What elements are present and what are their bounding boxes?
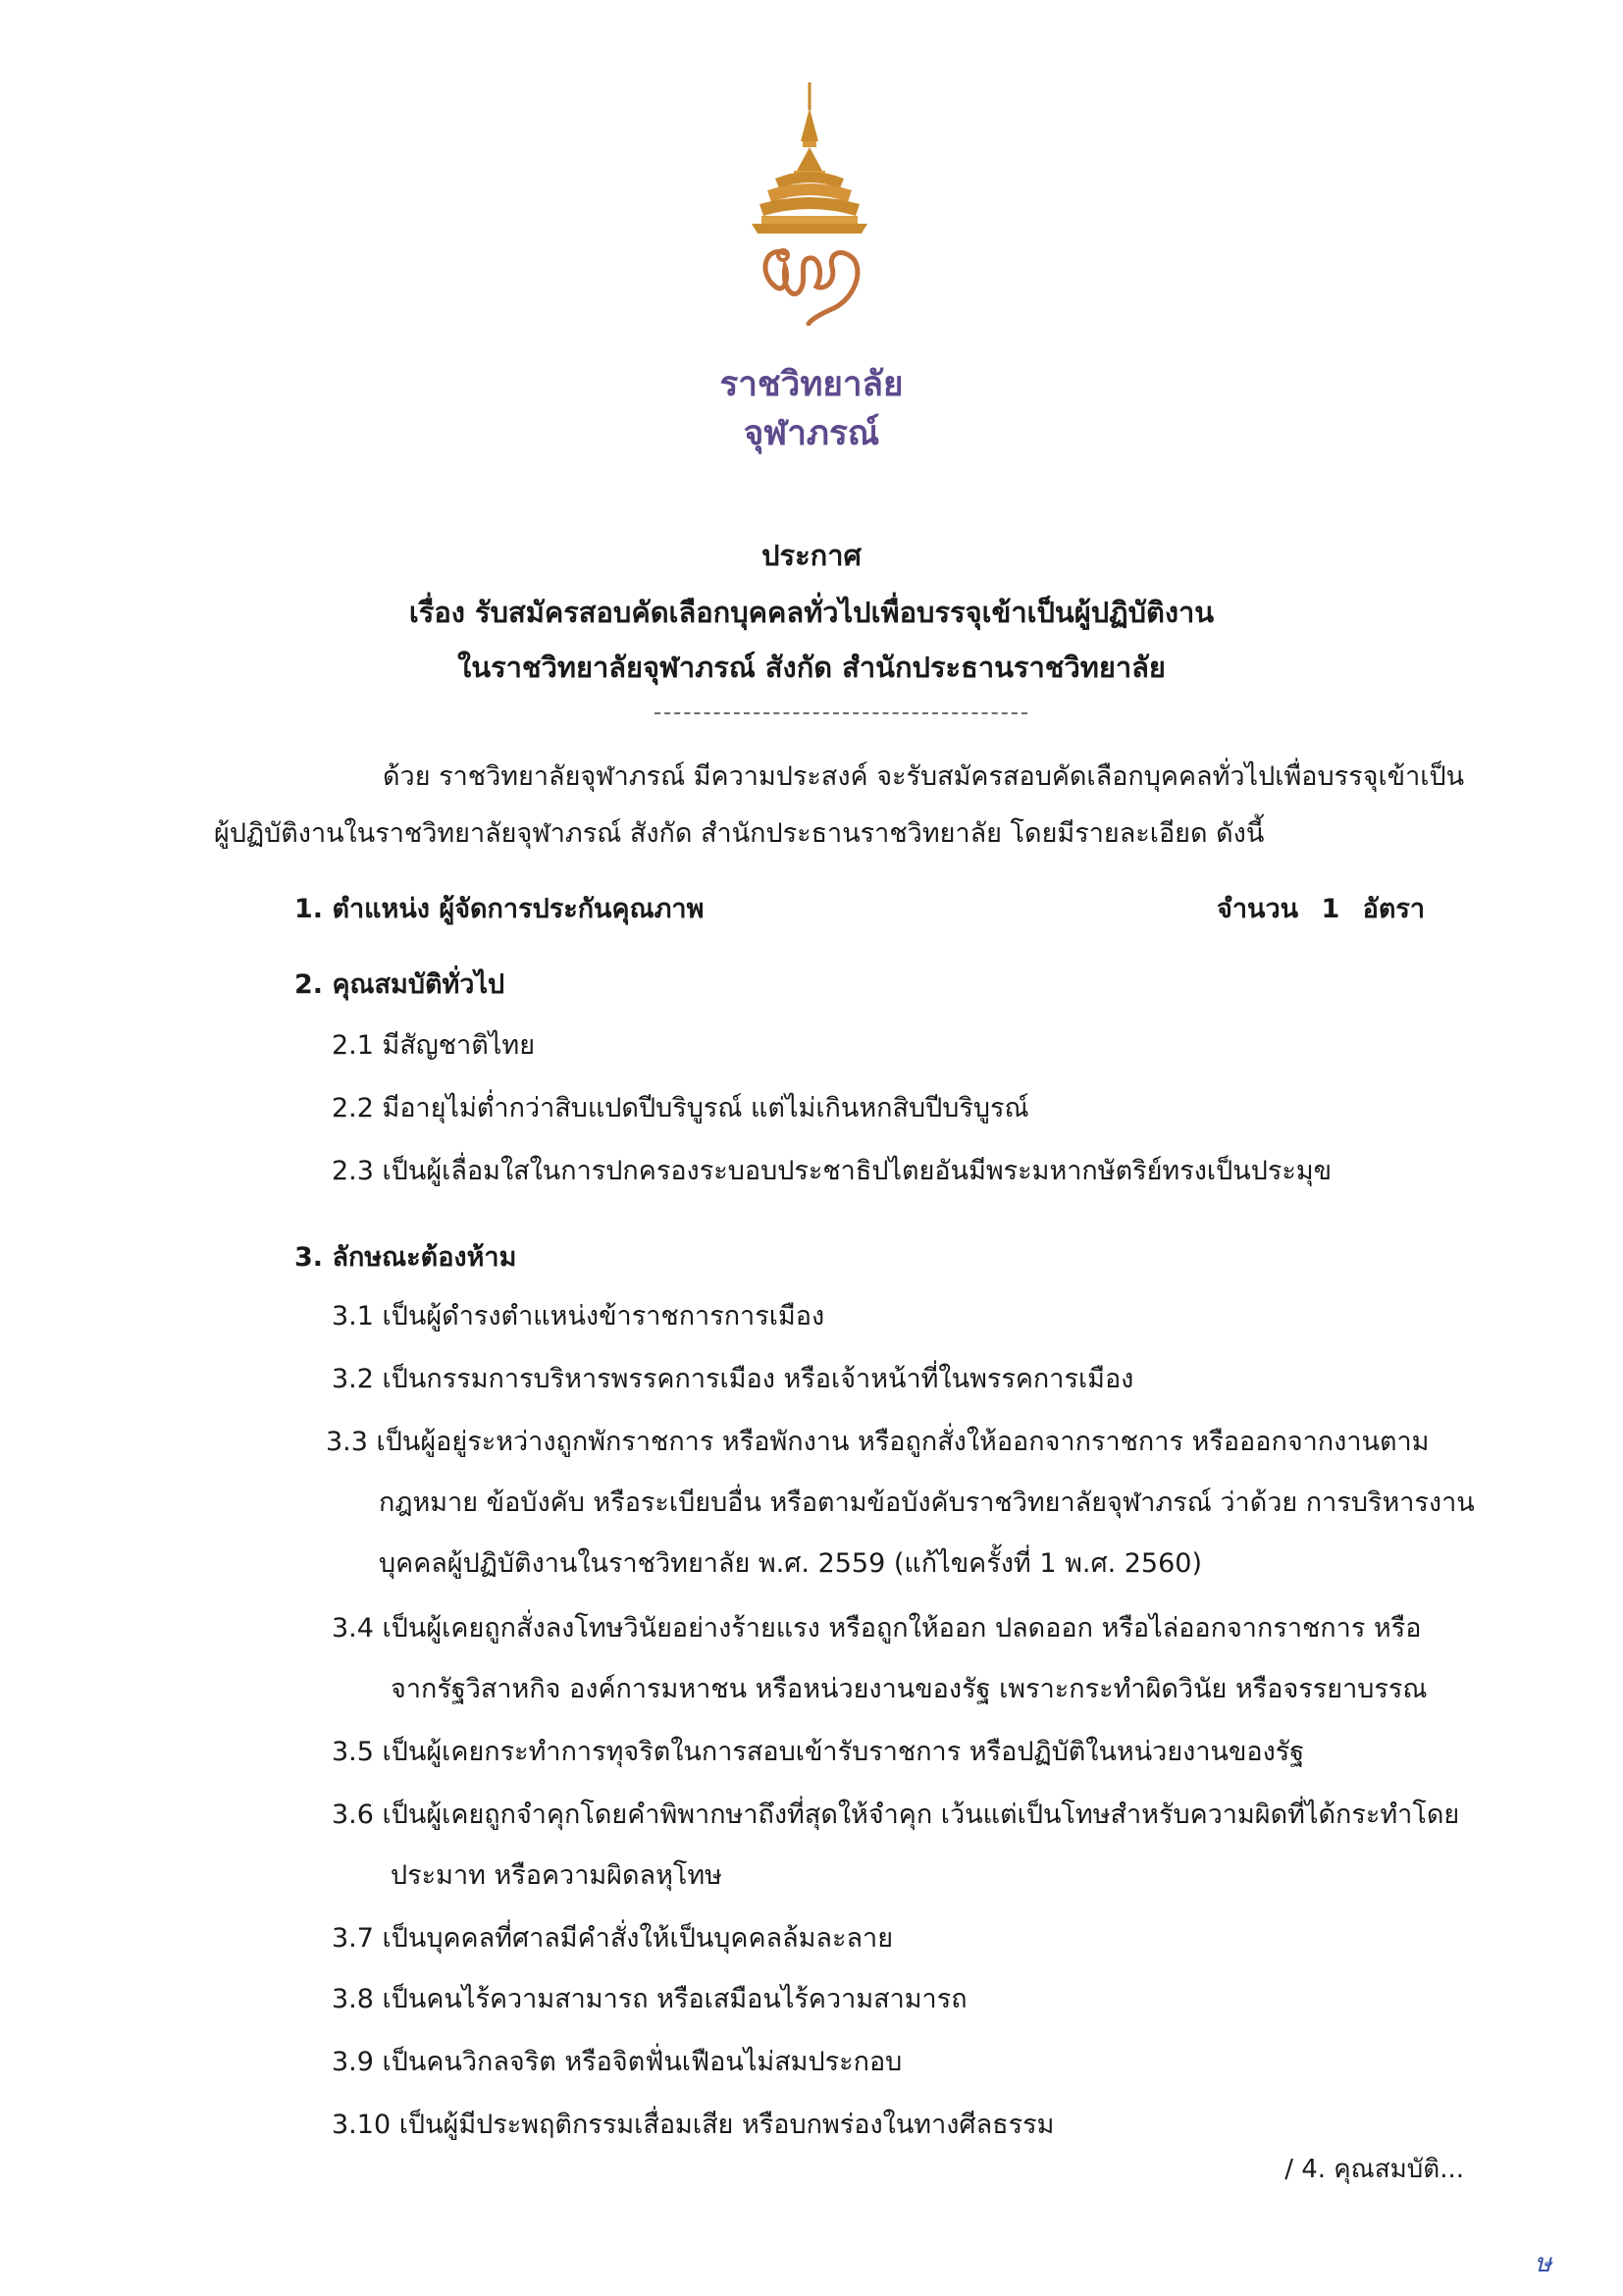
org-name-line2: จุฬาภรณ์ <box>743 414 880 453</box>
intro-line2: ผู้ปฏิบัติงานในราชวิทยาลัยจุฬาภรณ์ สังกัด สำนักประธานราชวิทยาลัย โดยมีรายละเอียด ดังนี้ <box>214 818 1265 849</box>
qualification-item: 2.1 มีสัญชาติไทย <box>332 1030 536 1061</box>
prohibition-line: จากรัฐวิสาหกิจ องค์การมหาชน หรือหน่วยงานของรัฐ เพราะกระทำผิดวินัย หรือจรรยาบรรณ <box>391 1674 1428 1704</box>
intro-line1: ด้วย ราชวิทยาลัยจุฬาภรณ์ มีความประสงค์ จะรับสมัครสอบคัดเลือกบุคคลทั่วไปเพื่อบรรจุเข้าเป็น <box>383 761 1465 792</box>
announcement-heading: ประกาศ <box>761 539 862 572</box>
qualification-item: 2.2 มีอายุไม่ต่ำกว่าสิบแปดปีบริบูรณ์ แต่ไม่เกินหกสิบปีบริบูรณ์ <box>332 1093 1029 1123</box>
prohibition-line: 3.9 เป็นคนวิกลจริต หรือจิตฟั่นเฟือนไม่สมประกอบ <box>332 2047 903 2077</box>
position-count: จำนวน 1 อัตรา <box>1217 894 1426 924</box>
qualification-item: 2.3 เป็นผู้เลื่อมใสในการปกครองระบอบประชาธิปไตยอันมีพระมหากษัตริย์ทรงเป็นประมุข <box>332 1156 1333 1186</box>
qualifications-heading: 2. คุณสมบัติทั่วไป <box>294 969 505 1000</box>
prohibition-line: 3.2 เป็นกรรมการบริหารพรรคการเมือง หรือเจ้าหน้าที่ในพรรคการเมือง <box>332 1364 1134 1394</box>
prohibition-line: กฎหมาย ข้อบังคับ หรือระเบียบอื่น หรือตามข้อบังคับราชวิทยาลัยจุฬาภรณ์ ว่าด้วย การบริหารงาน <box>379 1487 1475 1518</box>
college-emblem-logo <box>746 80 873 326</box>
prohibition-line: 3.4 เป็นผู้เคยถูกสั่งลงโทษวินัยอย่างร้ายแรง หรือถูกให้ออก ปลดออก หรือไล่ออกจากราชการ หรือ <box>332 1613 1422 1644</box>
prohibition-line: 3.5 เป็นผู้เคยกระทำการทุจริตในการสอบเข้ารับราชการ หรือปฏิบัติในหน่วยงานของรัฐ <box>332 1737 1305 1767</box>
page-continuation: / 4. คุณสมบัติ... <box>1284 2155 1464 2184</box>
prohibition-line: 3.3 เป็นผู้อยู่ระหว่างถูกพักราชการ หรือพักงาน หรือถูกสั่งให้ออกจากราชการ หรือออกจากงานตาม <box>326 1427 1430 1457</box>
prohibition-line: 3.7 เป็นบุคคลที่ศาลมีคำสั่งให้เป็นบุคคลล้มละลาย <box>332 1923 894 1954</box>
separator-dashes <box>654 712 1027 714</box>
prohibitions-heading: 3. ลักษณะต้องห้าม <box>294 1242 517 1273</box>
org-name-line1: ราชวิทยาลัย <box>719 365 904 404</box>
position-title: 1. ตำแหน่ง ผู้จัดการประกันคุณภาพ <box>294 894 705 924</box>
announcement-subject-line2: ในราชวิทยาลัยจุฬาภรณ์ สังกัด สำนักประธานราชวิทยาลัย <box>457 651 1166 684</box>
prohibition-line: 3.8 เป็นคนไร้ความสามารถ หรือเสมือนไร้ความสามารถ <box>332 1984 968 2014</box>
prohibition-line: บุคคลผู้ปฏิบัติงานในราชวิทยาลัย พ.ศ. 2559 (แก้ไขครั้งที่ 1 พ.ศ. 2560) <box>379 1548 1203 1579</box>
announcement-subject: เรื่อง รับสมัครสอบคัดเลือกบุคคลทั่วไปเพื่อบรรจุเข้าเป็นผู้ปฏิบัติงาน <box>408 596 1215 629</box>
handwritten-initials: ษ <box>1535 2249 1552 2278</box>
prohibition-line: 3.1 เป็นผู้ดำรงตำแหน่งข้าราชการการเมือง <box>332 1301 825 1331</box>
prohibition-line: 3.10 เป็นผู้มีประพฤติกรรมเสื่อมเสีย หรือบกพร่องในทางศีลธรรม <box>332 2110 1055 2140</box>
prohibition-line: 3.6 เป็นผู้เคยถูกจำคุกโดยคำพิพากษาถึงที่สุดให้จำคุก เว้นแต่เป็นโทษสำหรับความผิดที่ได้กระทำโดย <box>332 1800 1460 1830</box>
prohibition-line: ประมาท หรือความผิดลหุโทษ <box>391 1860 722 1891</box>
